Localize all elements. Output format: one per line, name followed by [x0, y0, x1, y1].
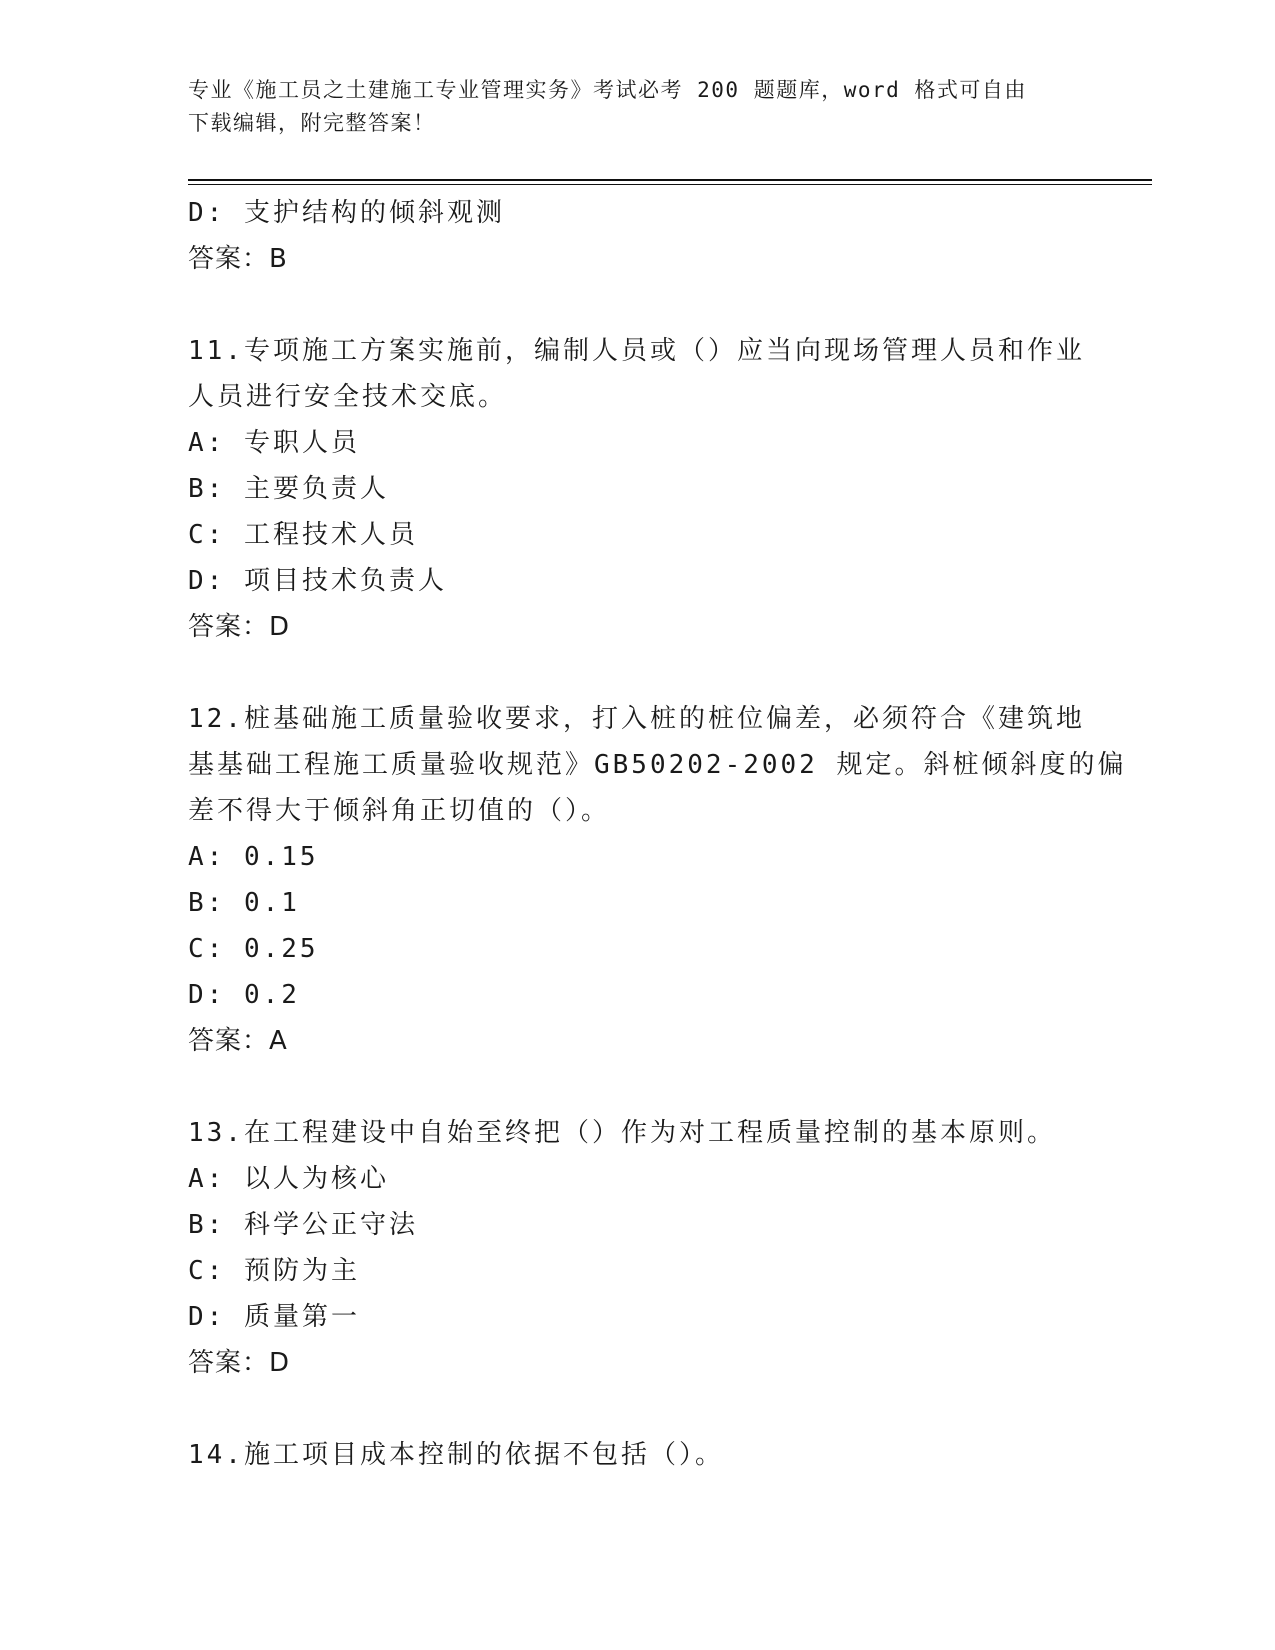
option-d: D: 支护结构的倾斜观测 — [188, 198, 505, 228]
answer: 答案：D — [188, 1348, 291, 1378]
spacer — [188, 1386, 1088, 1432]
option-c: C: 预防为主 — [188, 1256, 360, 1286]
question-14 — [188, 1432, 1088, 1478]
option-d: D: 0.2 — [188, 980, 300, 1010]
header-rule-thick — [188, 179, 1152, 181]
option-b: B: 科学公正守法 — [188, 1210, 418, 1240]
question-text: 基基础工程施工质量验收规范》GB50202-2002 规定。斜桩倾斜度的偏 — [188, 750, 1127, 780]
question-text: 差不得大于倾斜角正切值的（）。 — [188, 796, 611, 826]
question-text: 12.桩基础施工质量验收要求，打入桩的桩位偏差，必须符合《建筑地 — [188, 704, 1085, 734]
header-rule-thin — [188, 184, 1152, 185]
option-b: B: 0.1 — [188, 888, 300, 918]
document-header — [188, 74, 1068, 140]
option-d: D: 质量第一 — [188, 1302, 360, 1332]
option-c: C: 0.25 — [188, 934, 319, 964]
question-text: 11.专项施工方案实施前，编制人员或（）应当向现场管理人员和作业 — [188, 336, 1085, 366]
answer: 答案：B — [188, 244, 288, 274]
header-line-2: 下载编辑，附完整答案！ — [188, 111, 436, 135]
spacer — [188, 1064, 1088, 1110]
spacer — [188, 650, 1088, 696]
option-b: B: 主要负责人 — [188, 474, 389, 504]
question-13 — [188, 1110, 1088, 1386]
option-a: A: 专职人员 — [188, 428, 360, 458]
spacer — [188, 282, 1088, 328]
question-11 — [188, 328, 1088, 650]
option-c: C: 工程技术人员 — [188, 520, 418, 550]
option-a: A: 0.15 — [188, 842, 319, 872]
option-d: D: 项目技术负责人 — [188, 566, 447, 596]
answer: 答案：D — [188, 612, 291, 642]
question-12 — [188, 696, 1127, 1064]
question-text: 人员进行安全技术交底。 — [188, 382, 508, 412]
question-text: 13.在工程建设中自始至终把（）作为对工程质量控制的基本原则。 — [188, 1118, 1056, 1148]
option-a: A: 以人为核心 — [188, 1164, 389, 1194]
question-content — [188, 190, 1127, 1478]
question-text: 14.施工项目成本控制的依据不包括（）。 — [188, 1440, 724, 1470]
header-line-1: 专业《施工员之土建施工专业管理实务》考试必考 200 题题库，word 格式可自由 — [188, 78, 1027, 102]
answer: 答案：A — [188, 1026, 288, 1056]
